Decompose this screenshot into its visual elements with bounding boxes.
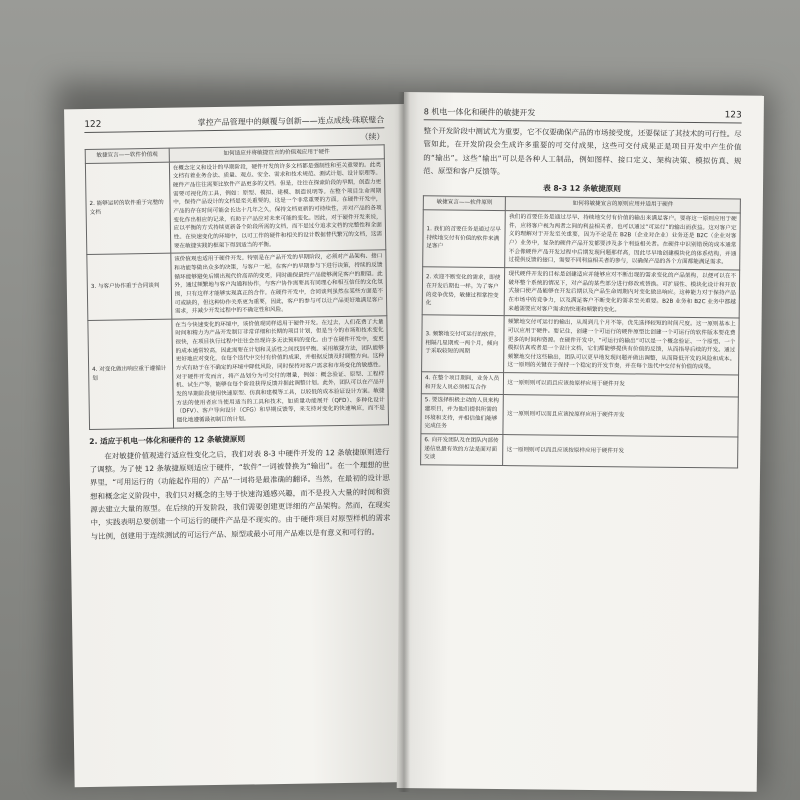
lead-paragraph: 整个开发阶段中测试尤为重要，它不仅要确保产品的市场接受度，还要保证了其技术的可行性。尽管如此，在开发阶段会生成许多重要的可交付成果，这些可交付成果正是项目开发中产生价值的“输出”。这些“输出”可以是各种人工制品，例如图样、接口定义、架构决策、模拟仿真、规范、原型和客户反馈等。 (423, 126, 742, 177)
row-text (505, 211, 740, 270)
left-page-content (84, 114, 391, 543)
row-text (169, 158, 386, 253)
row-text (505, 267, 740, 318)
right-page-content (420, 106, 742, 468)
left-running-title: 掌控产品管理中的颠覆与创新——连点成线·珠联璧合 (197, 115, 385, 128)
table-row (88, 316, 389, 430)
row-text-content: 这一原则则可以而且应该按原样应用于硬件开发 (507, 380, 625, 388)
table-row (423, 210, 741, 270)
table-row (422, 315, 740, 375)
row-label: 2. 能够运转的软件重于完整的文档 (85, 162, 170, 255)
left-page (64, 104, 415, 787)
right-running-head (424, 106, 742, 123)
row-text-content: 现代硬件开发的目标是创建适应并能够应对不断出现的需求变化的产品架构，以便可以在不破坏整个系统的情况下，对产品的某些部分进行修改或替换。可扩展性、模块化设计和开放式接口使产品能够在开发后期以及产品生命周期内对变化做出响应。这种能力对于保持产品在市场中的竞争力，以及满足客户不断变化的需求至关重要。B2B 业务和 B2C 业务中都越来越需要应对客户需求的快速和频繁的变化。 (508, 271, 737, 313)
principles-table (420, 196, 741, 469)
row-label: 6. 向开发团队及在团队内部传递信息最有效的方法是面对面交谈 (421, 434, 504, 466)
row-text (504, 373, 739, 398)
left-running-head (84, 114, 384, 133)
principles-header-col1: 敏捷宣言——软件原则 (423, 196, 506, 211)
row-text-content: 该价值观也适用于硬件开发。特别是在产品开发的早期阶段，必须对产品架构、接口和功能等做出众多的决策，与客户一起，在客户的早期参与下进行决策，持续的反馈循环能够避免后期出现代价高昂的变更，同时确保最终产品能够满足客户的期望。此外，通过频繁地与客户沟通和协作，与客户协作需要具有同理心和相互信任的文化氛围，只有这样才能够实现真正的合作。在硬件开发中，合同谈判虽然在某些方面是不可或缺的，但这种协作关系更为重要，因此，客户的参与可以让产品更好地满足客户需求，并减少开发过程中的不确定性和风险。 (174, 253, 384, 315)
values-header-col1: 敏捷宣言——软件价值观 (85, 148, 169, 163)
row-text (171, 250, 387, 319)
row-text-content: 频繁地交付可运行的输出，从周到几个月不等，优先选择较短的时间尺度。这一原则基本上可以应用于硬件。要记住，创建一个可运行的硬件原型比创建一个可运行的软件版本要花费更多的时间和资源。在硬件开发中，“可运行的输出”可以是一个概念验证、一个原型、一个模拟仿真或者是一个设计文档，它们都能够提供有价值的反馈，从而指导后续的开发。通过频繁地交付这些输出，团队可以更早地发现问题并做出调整，从而降低开发的风险和成本。这一原则的关键在于保持一个稳定的开发节奏，并在每个迭代中交付有价值的成果。 (507, 319, 736, 371)
row-text (503, 395, 738, 437)
row-label: 3. 与客户协作重于合同谈判 (87, 253, 172, 320)
row-text-content: 这一原则则可以而且应该按原样应用于硬件开发 (506, 446, 625, 455)
row-label: 5. 要选择积极主动的人员来构建项目，并为他们提供所需的环境和支持，并相信他们能够完成任务 (421, 394, 504, 434)
row-label: 4. 在整个项目期间，业务人员和开发人员必须相互合作 (421, 372, 504, 395)
body-paragraph: 在对敏捷价值观进行适应性变化之后，我们对表 8-3 中硬件开发的 12 条敏捷原则进行了调整。为了使 12 条敏捷原则适应于硬件，“软件”一词被替换为“输出”。在一个理想的世界里，“可用运行的（功能起作用的）产品”一词将是最准确的翻译。当然，在最初的设计思想和概念定义阶段中，我们只对概念的主导于快速沟通感兴趣，而不是投入大量的时间和资源去建立大量的原型。在后续的开发阶段，我们需要创建更详细的产品架构。然而，在现实中，实践表明总要创建一个可运行的硬件产品是不现实的。由于硬件项目对原型样机的需求与比例，创建用于连续测试的可运行产品、原型或最小可用产品难以是有意义和可行的。 (89, 446, 391, 541)
row-label: 4. 对变化做出响应重于遵循计划 (88, 319, 173, 429)
table-row (85, 158, 385, 254)
principles-header-col2: 如何将敏捷宣言的原则应用并适用于硬件 (506, 197, 741, 213)
row-text (504, 316, 739, 375)
table-row (422, 267, 739, 319)
row-text-content: 在概念定义和设计的早期阶段，硬件开发的许多文档都是强制性和至关重要的。此类文档有着业务合法、质量、观点、安全、需求和技术规范、测试计划、设计原理等。硬件产品往往需要比软件产品更多的文档。但是，往往在探索阶段的早期，创造力更需要可视化的工具，例如：原型、模拟、建模、制造说明等。在整个项目生命周期中，保持产品设计的文档是至关重要的，这是一个非常重要的方面。在硬件开发中，产品的存在时间可能会长达十几年之久，保持文档更新的可持续性，并对产品的各项变化作出相应的记录，有助于产品应对未来可能的变化。因此，对于硬件开发来说，应以平衡的方式持续更新各个阶段所需的文档，而不是过分追求文档的完整性和全面性。在快速变化的环境中，以可工作的硬件和相关的设计数据替代繁冗的文档，这需要在敏捷实践的框架下得到适当的平衡。 (172, 162, 383, 250)
right-page-number: 123 (724, 110, 742, 121)
table-continued-mark: （续） (360, 132, 385, 142)
row-text (172, 316, 389, 428)
table-caption: 表 8-3 12 条敏捷原则 (543, 183, 621, 194)
row-text (503, 435, 738, 468)
row-text-content: 这一原则则可以而且应该按原样应用于硬件开发 (507, 411, 625, 419)
table-row (87, 250, 387, 320)
table-row (421, 394, 738, 437)
left-page-number: 122 (84, 119, 102, 131)
row-label: 1. 我们的首要任务是通过尽早持续地交付有价值的软件来满足客户 (423, 210, 506, 268)
section-heading: 2. 适应于机电一体化和硬件的 12 条敏捷原则 (89, 434, 246, 446)
values-header-col2: 如何适应并将敏捷宣言的价值观应用于硬件 (169, 145, 384, 162)
row-label: 2. 欢迎不断变化的需求，即使在开发后期也一样。为了客户的竞争优势，敏捷过程掌控变化 (422, 267, 505, 316)
right-running-title: 8 机电一体化和硬件的敏捷开发 (423, 107, 536, 118)
values-table (85, 144, 389, 429)
table-row (421, 434, 738, 468)
row-label: 3. 频繁地交付可运行的软件，相隔几星期或一两个月，倾向于采取较短的周期 (422, 315, 505, 373)
row-text-content: 在当今快速变化的环境中，该价值观同样适用于硬件开发。在过去，人们花费了大量时间和精力为产品开发制订非常详细和长期的项目计划，但是当今的市场和技术变化很快，在项目执行过程中往往会出现许多无法预料的变化。由于在硬件开发中，变更的成本通常较高，因此需要在计划和灵活性之间找到平衡。采用敏捷方法，团队能够更好地应对变化，在每个迭代中交付有价值的成果，并根据反馈及时调整方向。这种方式有助于在不确定的环境中降低风险，同时保持对客户需求和市场变化的敏感性。对于硬件开发而言，将产品划分为可交付的增量，例如：概念验证、原型、工程样机、试生产等，能够在每个阶段获得反馈并据此调整计划。此外，团队可以在产品开发的早期阶段使用快速原型、仿真和建模等工具，以较低的成本验证设计方案。敏捷方法的使用者应当使用适当的工具和技术，如质量功能展开（QFD）、多种化设计（DFV）、客户导向设计（CFG）和早期反馈等，来支持对变化的快速响应，而不是僵化地遵循最初制订的计划。 (175, 319, 385, 424)
right-page (397, 92, 764, 792)
row-text-content: 我们的首要任务是通过尽早、持续地交付有价值的输出来满足客户。要将这一原则应用于硬件，应将客户视为两者之间的利益相关者，也可以通过“可运行”的输出而获益。这对客户定义的理解对于开发至关重要，因为不论是在 B2B（企业对企业）业务还是 B2C（企业对客户）业务中，复杂的硬件产品开发都要涉及多个利益相关者。在硬件中识别错误的成本通常不会像硬件产品开发过程中后期发现问题那样高，因此尽早地创建模块化的体系结构，并通过提供反馈的接口，需要不同利益相关者的参与，以确保产品的各个方面都能满足需求。 (508, 214, 737, 266)
table-row (421, 372, 738, 398)
book-spine (398, 92, 410, 792)
